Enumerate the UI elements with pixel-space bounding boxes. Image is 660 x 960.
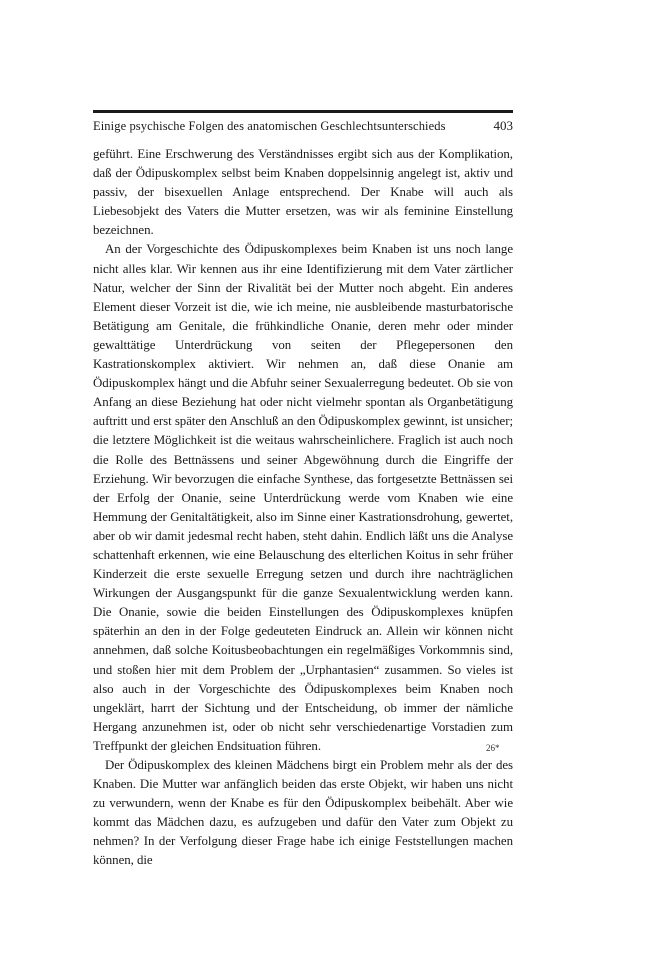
paragraph-3: Der Ödipuskomplex des kleinen Mädchens birgt ein Problem mehr als der des Knaben. Die Mutter war anfänglich beiden das erste Objekt, wir haben uns nicht zu verwundern, wenn der Knabe es für den Ödipuskomplex beibehält. Aber wie kommt das Mädchen dazu, es aufzugeben und dafür den Vater zum Objekt zu nehmen? In der Verfolgung dieser Frage habe ich einige Feststellungen machen können, die xyxy=(93,758,513,868)
header-title: Einige psychische Folgen des anatomischen Geschlechtsunterschieds xyxy=(93,119,446,133)
signature-mark: 26* xyxy=(486,743,500,753)
paragraph-1: geführt. Eine Erschwerung des Verständnisses ergibt sich aus der Komplikation, daß der Ödipuskomplex selbst beim Knaben doppelsinnig angelegt ist, aktiv und passiv, der bisexuellen Anlage entsprechend. Der Knabe will auch als Liebesobjekt des Vaters die Mutter ersetzen, was wir als feminine Einstellung bezeichnen. xyxy=(93,147,513,238)
running-header xyxy=(93,110,513,134)
page-number: 403 xyxy=(493,118,513,133)
body-text xyxy=(93,145,513,871)
paragraph-2: An der Vorgeschichte des Ödipuskomplexes beim Knaben ist uns noch lange nicht alles klar. Wir kennen aus ihr eine Identifizierung mit dem Vater zärtlicher Natur, welcher der Sinn der Rivalität bei der Mutter noch abgeht. Ein anderes Element dieser Vorzeit ist die, wie ich meine, nie ausbleibende masturbatorische Betätigung am Genitale, die frühkindliche Onanie, deren mehr oder minder gewalttätige Unterdrückung von seiten der Pflegepersonen den Kastrationskomplex aktiviert. Wir nehmen an, daß diese Onanie am Ödipuskomplex hängt und die Abfuhr seiner Sexualerregung bedeutet. Ob sie von Anfang an diese Beziehung hat oder nicht vielmehr spontan als Organbetätigung auftritt und erst später den Anschluß an den Ödipuskomplex gewinnt, ist unsicher; die letztere Möglichkeit ist die weitaus wahrscheinlichere. Fraglich ist auch noch die Rolle des Bettnässens und seiner Abgewöhnung durch die Eingriffe der Erziehung. Wir bevorzugen die einfache Synthese, das fortgesetzte Bettnässen sei der Erfolg der Onanie, seine Unterdrückung werde vom Knaben wie eine Hemmung der Genitaltätigkeit, also im Sinne einer Kastrationsdrohung, gewertet, aber ob wir damit jedesmal recht haben, steht dahin. Endlich läßt uns die Analyse schattenhaft erkennen, wie eine Belauschung des elterlichen Koitus in sehr früher Kinderzeit die erste sexuelle Erregung setzen und durch ihre nachträglichen Wirkungen der Ausgangspunkt für die ganze Sexualentwicklung werden kann. Die Onanie, sowie die beiden Einstellungen des Ödipuskomplexes knüpfen späterhin an den in der Folge gedeuteten Eindruck an. Allein wir können nicht annehmen, daß solche Koitusbeobachtungen ein regelmäßiges Vorkommnis sind, und stoßen hier mit dem Problem der „Urphantasien“ zusammen. So vieles ist also auch in der Vorgeschichte des Ödipuskomplexes beim Knaben noch ungeklärt, harrt der Sichtung und der Entscheidung, ob immer der nämliche Hergang anzunehmen ist, oder ob nicht sehr verschiedenartige Vorstadien zum Treffpunkt der gleichen Endsituation führen. xyxy=(93,242,513,753)
